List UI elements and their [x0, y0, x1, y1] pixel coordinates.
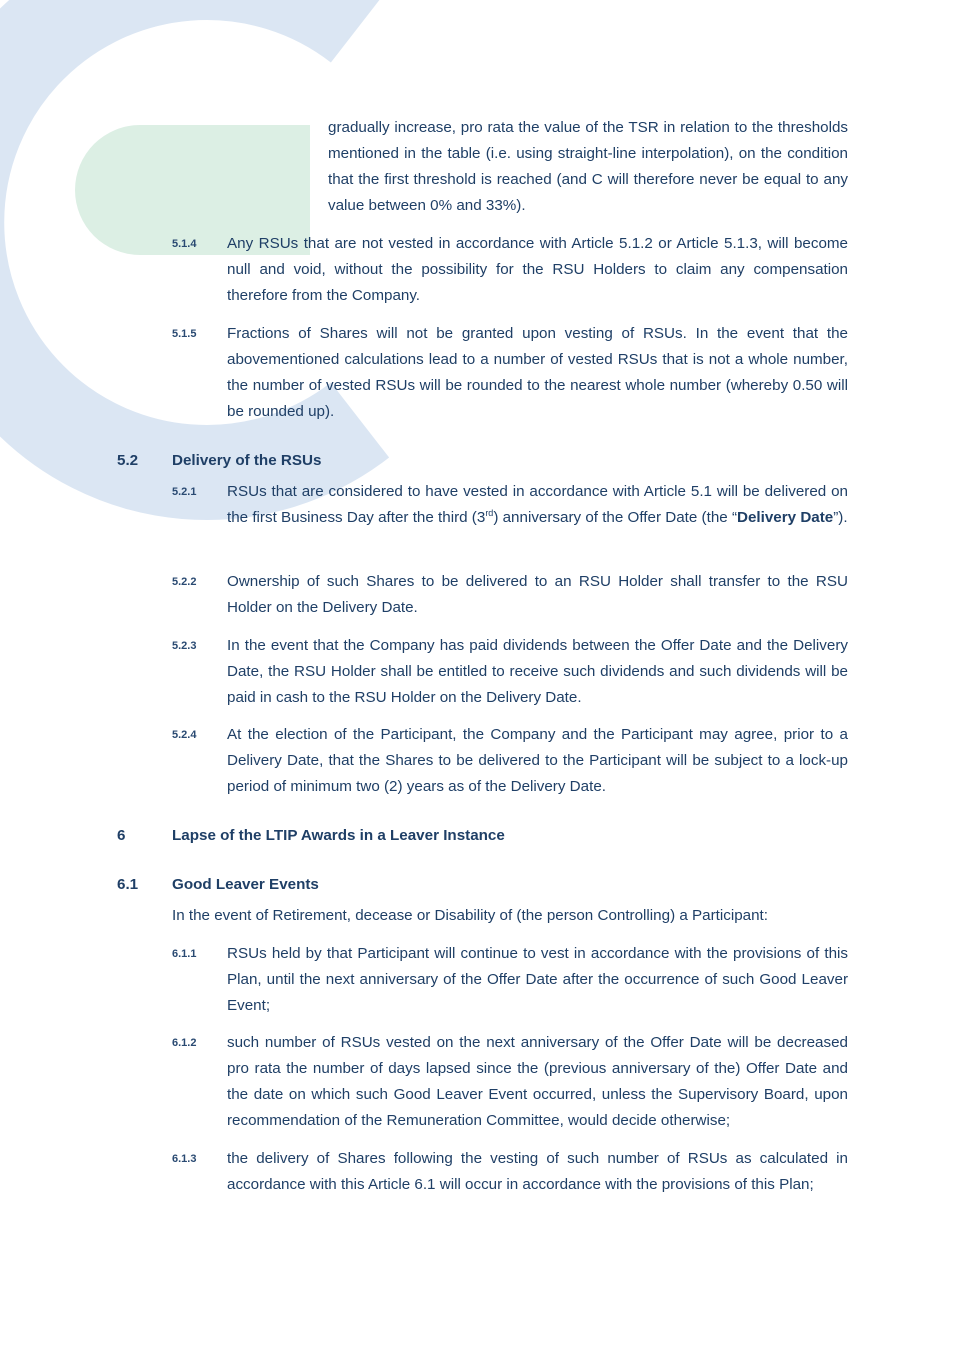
- clause-number: 6.1.1: [172, 948, 197, 960]
- clause-number: 5.2.4: [172, 729, 197, 741]
- clause-text: Any RSUs that are not vested in accordance with Article 5.1.2 or Article 5.1.3, will become null and void, without the possibility for the RSU Holders to claim any compensation therefore from the Company.: [227, 235, 848, 304]
- clause-number: 5.2.3: [172, 640, 197, 652]
- clause-text: In the event that the Company has paid dividends between the Offer Date and the Delivery Date, the RSU Holder shall be entitled to receive such dividends and such dividends will be paid in cash to the RSU Holder on the Delivery Date.: [227, 637, 848, 706]
- section-number: 5.2: [117, 452, 139, 469]
- clause-text: such number of RSUs vested on the next anniversary of the Offer Date will be decreased pro rata the number of days lapsed since the (previous anniversary of the) Offer Date and the date on which such Good Leaver Event occurred, unless the Supervisory Board, upon recommendation of the Remuneration Committee, would decide otherwise;: [227, 1034, 848, 1129]
- clause-text: RSUs held by that Participant will continue to vest in accordance with the provisions of this Plan, until the next anniversary of the Offer Date after the occurrence of such Good Leaver Event;: [227, 945, 848, 1014]
- clause-number: 5.2.1: [172, 486, 197, 498]
- clause-number: 5.1.5: [172, 328, 197, 340]
- section-number: 6.1: [117, 876, 139, 893]
- ordinal-suffix: rd: [485, 507, 494, 518]
- clause-text: Ownership of such Shares to be delivered to an RSU Holder shall transfer to the RSU Holder on the Delivery Date.: [227, 573, 848, 616]
- clause-number: 5.2.2: [172, 576, 197, 588]
- section-title: Delivery of the RSUs: [172, 452, 322, 469]
- intro-paragraph: gradually increase, pro rata the value of the TSR in relation to the thresholds mentioned in the table (i.e. using straight-line interpolation), on the condition that the first threshold is reached (and C will therefore never be equal to any value between 0% and 33%).: [328, 119, 848, 214]
- clause-text: At the election of the Participant, the Company and the Participant may agree, prior to a Delivery Date, that the Shares to be delivered to the Participant will be subject to a lock-up period of minimum two (2) years as of the Delivery Date.: [227, 726, 848, 795]
- section-title: Good Leaver Events: [172, 876, 319, 893]
- clause-number: 5.1.4: [172, 238, 197, 250]
- section-title: Lapse of the LTIP Awards in a Leaver Instance: [172, 827, 505, 844]
- section-number: 6: [117, 827, 126, 844]
- lead-paragraph: In the event of Retirement, decease or Disability of (the person Controlling) a Participant:: [172, 907, 768, 924]
- clause-text: RSUs that are considered to have vested in accordance with Article 5.1 will be delivered on the first Business Day after the third (3rd) anniversary of the Offer Date (the “Delivery Date”).: [227, 483, 848, 526]
- clause-text: Fractions of Shares will not be granted upon vesting of RSUs. In the event that the abovementioned calculations lead to a number of vested RSUs that is not a whole number, the number of vested RSUs will be rounded to the nearest whole number (whereby 0.50 will be rounded up).: [227, 325, 848, 420]
- defined-term: Delivery Date: [737, 509, 834, 526]
- clause-number: 6.1.3: [172, 1153, 197, 1165]
- clause-number: 6.1.2: [172, 1037, 197, 1049]
- clause-text: the delivery of Shares following the vesting of such number of RSUs as calculated in accordance with this Article 6.1 will occur in accordance with the provisions of this Plan;: [227, 1150, 848, 1193]
